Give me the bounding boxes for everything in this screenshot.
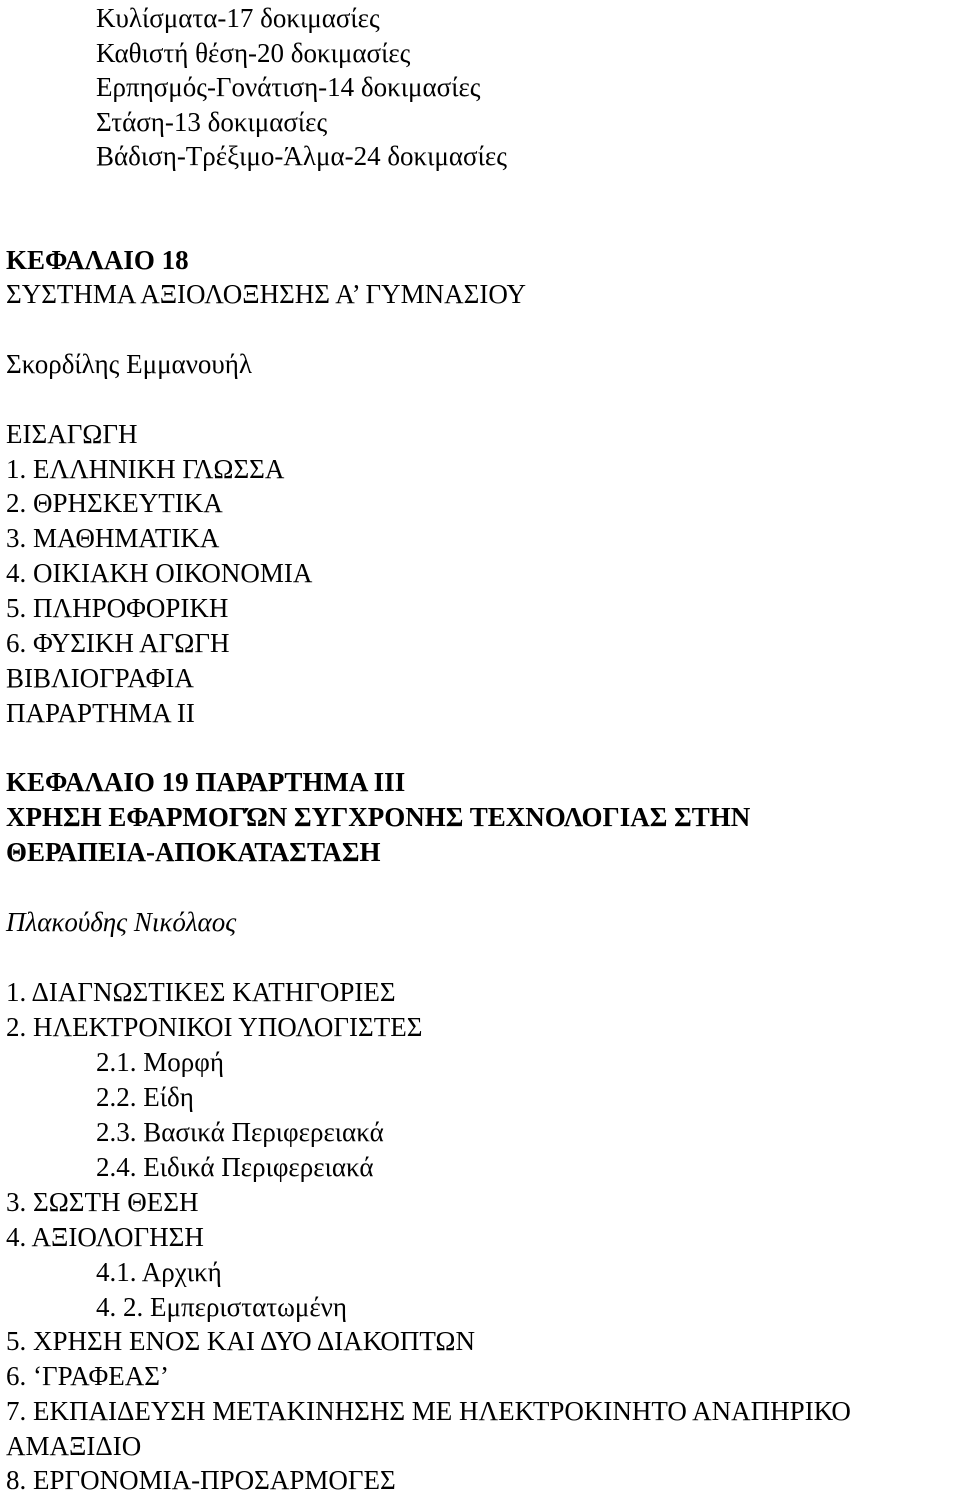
toc-item: 5. ΧΡΗΣΗ ΕΝΟΣ ΚΑΙ ΔΥΟ ΔΙΑΚΟΠΤΩΝ	[6, 1326, 475, 1356]
toc-subitem: 2.1. Μορφή	[96, 1047, 224, 1077]
toc-item: 5. ΠΛΗΡΟΦΟΡΙΚΗ	[6, 593, 229, 623]
toc-item: ΒΙΒΛΙΟΓΡΑΦΙΑ	[6, 663, 194, 693]
test-count-line: Στάση-13 δοκιμασίες	[96, 107, 328, 137]
test-count-line: Κυλίσματα-17 δοκιμασίες	[96, 3, 380, 33]
toc-item: 1. ΔΙΑΓΝΩΣΤΙΚΕΣ ΚΑΤΗΓΟΡΙΕΣ	[6, 977, 396, 1007]
test-count-line: Βάδιση-Τρέξιμο-Άλμα-24 δοκιμασίες	[96, 141, 507, 171]
chapter-18-author: Σκορδίλης Εμμανουήλ	[6, 349, 252, 379]
toc-item: 4. ΟΙΚΙΑΚΗ ΟΙΚΟΝΟΜΙΑ	[6, 558, 313, 588]
toc-item: 4. ΑΞΙΟΛΟΓΗΣΗ	[6, 1222, 204, 1252]
toc-subitem: 2.3. Βασικά Περιφερειακά	[96, 1117, 384, 1147]
toc-item: ΠΑΡΑΡΤΗΜΑ ΙΙ	[6, 698, 195, 728]
chapter-19-author: Πλακούδης Νικόλαος	[6, 907, 237, 937]
toc-item-continued: ΑΜΑΞΙΔΙΟ	[6, 1431, 142, 1461]
chapter-18-title: ΣΥΣΤΗΜΑ ΑΞΙΟΛΟΞΗΣΗΣ Α’ ΓΥΜΝΑΣΙΟΥ	[6, 279, 527, 309]
test-count-line: Ερπησμός-Γονάτιση-14 δοκιμασίες	[96, 72, 481, 102]
toc-item: ΕΙΣΑΓΩΓΗ	[6, 419, 138, 449]
toc-item: 2. ΘΡΗΣΚΕΥΤΙΚΑ	[6, 488, 223, 518]
toc-subitem: 4. 2. Εμπεριστατωμένη	[96, 1292, 347, 1322]
toc-item: 3. ΜΑΘΗΜΑΤΙΚΑ	[6, 523, 220, 553]
toc-item: 3. ΣΩΣΤΗ ΘΕΣΗ	[6, 1187, 199, 1217]
chapter-19-heading: ΚΕΦΑΛΑΙΟ 19 ΠΑΡΑΡΤΗΜΑ ΙΙΙ	[6, 767, 406, 797]
toc-item: 1. ΕΛΛΗΝΙΚΗ ΓΛΩΣΣΑ	[6, 454, 285, 484]
toc-item: 6. ΦΥΣΙΚΗ ΑΓΩΓΗ	[6, 628, 230, 658]
toc-item: 7. ΕΚΠΑΙΔΕΥΣΗ ΜΕΤΑΚΙΝΗΣΗΣ ΜΕ ΗΛΕΚΤΡΟΚΙΝΗΤΟ ΑΝΑΠΗΡΙΚΟ	[6, 1396, 851, 1426]
toc-item: 2. ΗΛΕΚΤΡΟΝΙΚΟΙ ΥΠΟΛΟΓΙΣΤΕΣ	[6, 1012, 423, 1042]
toc-subitem: 2.4. Ειδικά Περιφερειακά	[96, 1152, 374, 1182]
toc-subitem: 2.2. Είδη	[96, 1082, 194, 1112]
chapter-19-title: ΧΡΗΣΗ ΕΦΑΡΜΟΓΏΝ ΣΥΓΧΡΟΝΗΣ ΤΕΧΝΟΛΟΓΙΑΣ ΣΤΗΝ	[6, 802, 751, 832]
chapter-19-title-continued: ΘΕΡΑΠΕΙΑ-ΑΠΟΚΑΤΑΣΤΑΣΗ	[6, 837, 381, 867]
toc-item: 8. ΕΡΓΟΝΟΜΙΑ-ΠΡΟΣΑΡΜΟΓΕΣ	[6, 1465, 396, 1495]
chapter-18-heading: ΚΕΦΑΛΑΙΟ 18	[6, 245, 189, 275]
toc-item: 6. ‘ΓΡΑΦΕΑΣ’	[6, 1361, 169, 1391]
toc-subitem: 4.1. Αρχική	[96, 1257, 222, 1287]
test-count-line: Καθιστή θέση-20 δοκιμασίες	[96, 38, 411, 68]
